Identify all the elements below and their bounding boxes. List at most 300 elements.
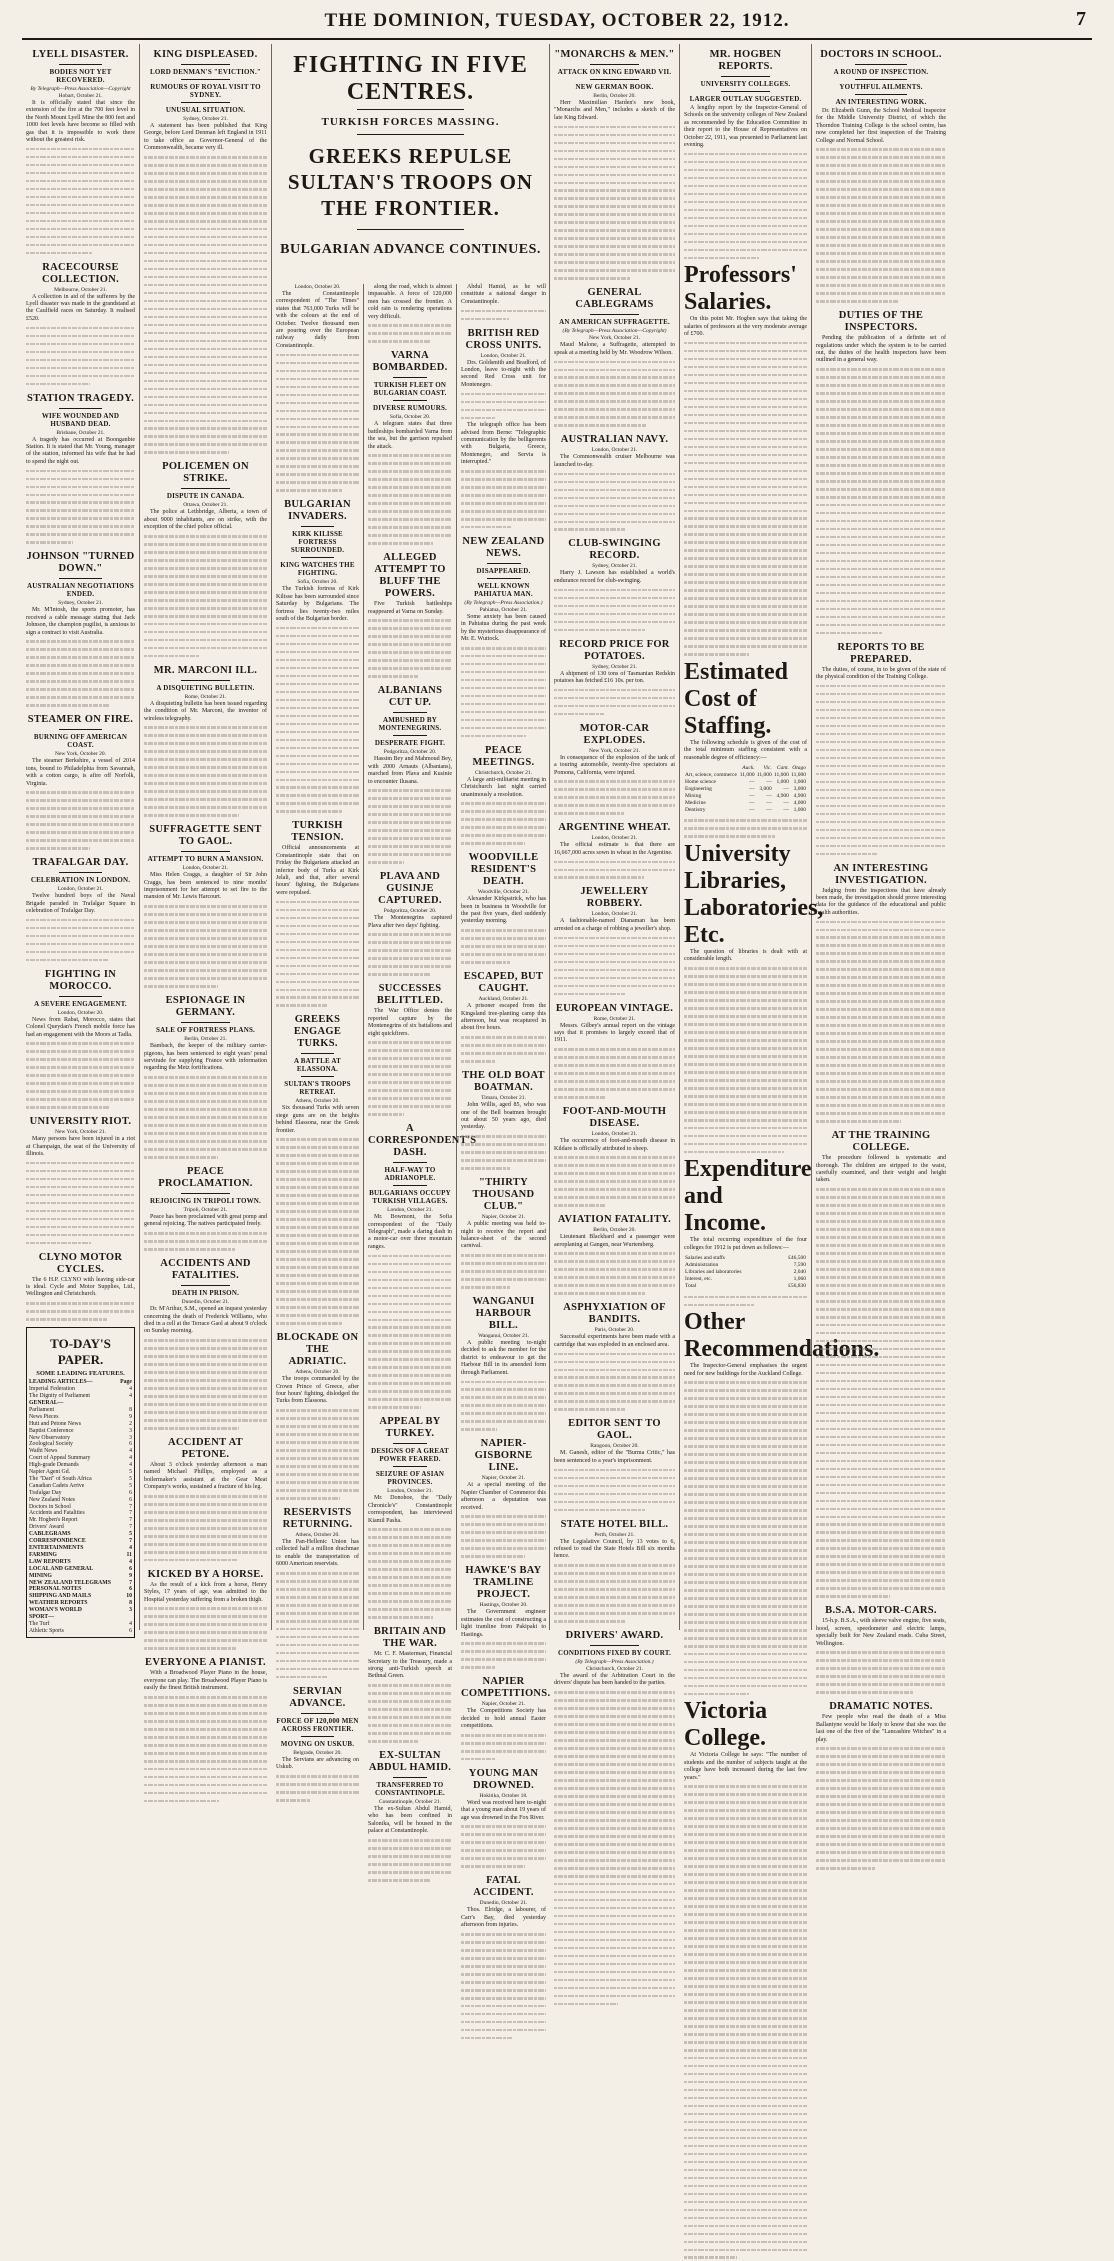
article-headline: PEACE PROCLAMATION. [158,1165,253,1189]
article-text-line [26,654,135,661]
article-text-line [461,2026,546,2033]
article-text-line [816,1785,946,1792]
table-header-cell: Auck. [742,765,755,772]
article-subheading: A SEVERE ENGAGEMENT. [34,999,127,1008]
article-text-line [554,526,625,533]
article-text-line [554,382,675,389]
article [554,287,675,429]
article [684,262,807,658]
article-text-line [816,1321,946,1328]
article-text-line [144,154,267,161]
article-text-line [816,162,946,169]
article-subheading: MOVING ON USKUB. [280,1739,355,1748]
article-text-line [684,443,807,450]
article-text-line [684,1991,807,1998]
article-text-line [684,981,807,988]
article-text-line [26,916,135,923]
article [26,969,135,1111]
article-text-line [368,1837,452,1844]
article-text-line [368,1738,418,1745]
index-label: FARMING [29,1551,57,1558]
article-text-line [816,746,946,753]
article-text-line [554,1833,675,1840]
article-text-line [684,1919,807,1926]
article-text-line [26,845,90,852]
article-text-line [554,227,675,234]
article-headline: RESERVISTS RETURNING. [282,1506,353,1530]
article-text-line [816,470,946,477]
article [461,1875,546,2041]
article-text-line [554,1737,675,1744]
article-text-line [144,1337,267,1344]
article-text-line [554,1880,675,1887]
article-text-line [554,866,675,873]
article-text-line [144,393,267,400]
article-subheading: UNIVERSITY COLLEGES. [700,80,791,88]
article-text-line [554,966,675,973]
article-text-line [816,478,946,485]
article-text-line [144,1493,267,1500]
article-text-line [684,1547,807,1554]
article-text-line [684,627,807,634]
article-text-line [816,1417,946,1424]
article [816,642,946,858]
article-text-line [554,235,675,242]
article-text-line [684,158,807,165]
article-text-line [26,956,108,963]
article-text-line [684,166,807,173]
article-text-line [816,1529,946,1536]
article-text-line [684,198,807,205]
table-cell: 11,000 [756,772,772,779]
article-text-line [684,1045,807,1052]
article-text-line [684,491,807,498]
article-text-line [554,1562,675,1569]
article-text-line [816,770,946,777]
article-text-line [554,610,675,617]
article-text-line [461,1863,525,1870]
article-text-line [816,950,946,957]
article-text-line [554,275,630,282]
article-text-line [816,1314,946,1321]
article-text-line [816,1433,946,1440]
article-subheading: BULGARIANS OCCUPY TURKISH VILLAGES. [369,1189,451,1206]
secondary-headline: TURKISH FORCES MASSING. [321,116,500,128]
article-text-line [368,1861,452,1868]
article-text-line [554,259,675,266]
article-text-line [554,1274,675,1281]
column-2 [140,44,272,1692]
article-text-line [554,802,675,809]
article-text-line [554,398,675,405]
article-text-line [144,804,267,811]
article-text-line [816,1022,946,1029]
article-text-line [684,1443,807,1450]
article-text-line [816,934,946,941]
article-text-line [144,1533,267,1540]
index-label: The Dignity of Parliament [29,1393,91,1400]
index-page: 5 [129,1531,132,1538]
article-text-line [368,1853,452,1860]
article-text-line [684,555,807,562]
article-text-line [816,974,946,981]
article-subheading: ATTACK ON KING EDWARD VII. [557,68,672,76]
index-page: 4 [129,1545,132,1551]
article-text-line [144,1781,267,1788]
article-headline: THE OLD BOAT BOATMAN. [462,1070,545,1094]
article-text-line [554,602,675,609]
divider [59,408,103,409]
index-row [29,1628,132,1635]
index-label: Court of Appeal Summary [29,1455,91,1462]
article-text-line [26,1199,135,1206]
article-text-line [816,690,946,697]
article-text-line [461,2010,546,2017]
article-text-line [816,1274,946,1281]
article-text-line [554,1498,675,1505]
article-text-line [684,246,807,253]
article-text-line [816,722,946,729]
article-headline: KING DISPLEASED. [153,49,258,60]
article-text-line [684,507,807,514]
article-text-line [684,363,807,370]
index-label: The "Dart" of South Africa [29,1475,92,1482]
article-headline: ALLEGED ATTEMPT TO BLUFF THE POWERS. [374,552,446,600]
todays-paper-title: TO-DAY'S PAPER. [50,1336,111,1368]
article-text-line [461,1839,546,1846]
article-text-line [144,589,267,596]
article-text-line [816,786,946,793]
article-text-line [554,1046,675,1053]
article-text-line [684,206,807,213]
article-text: Twelve hundred boys of the Naval Brigade paraded in Trafalgar Square in celebration of Trafalgar Day. [26,893,135,915]
table-row [684,793,807,800]
article-text-line [816,1062,946,1069]
article [816,863,946,1126]
article-text: A disquieting bulletin has been issued regarding the condition of Mr. Marconi, the inventor of wireless telegraphy. [144,700,267,722]
article-subheading: LARGER OUTLAY SUGGESTED. [689,95,802,103]
article-credit: (By Telegraph—Press Association—Copyright) [562,328,667,335]
article-text-line [684,2230,807,2237]
article-dateline: Berlin, October 20. [593,93,636,99]
article-subheading: UNUSUAL SITUATION. [165,106,246,114]
article-text-line [26,932,135,939]
index-row [29,1497,132,1504]
index-page: 6 [129,1565,132,1572]
article-text: Mr. Bowmont, the Sofia correspondent of the "Daily Telegraph", made a daring dash in a motor-car over three mountain ranges. [368,1214,452,1250]
article-text-line [554,1713,675,1720]
article-text-line [684,1507,807,1514]
article-dateline: Rome, October 21. [593,1015,636,1022]
staffing-cost-table [684,765,807,814]
article-text-line [144,1082,267,1089]
article-headline: EUROPEAN VINTAGE. [555,1002,674,1014]
article-text-line [684,2110,807,2117]
article-text-line [684,2023,807,2030]
article-text-line [684,371,807,378]
article-text-line [684,1555,807,1562]
table-cell: £56,830 [788,1283,806,1290]
article-subheading: DEATH IN PRISON. [171,1289,240,1298]
article-text-line [554,858,675,865]
article-text-line [684,817,807,824]
article-text-line [554,686,675,693]
article-text-line [816,1345,946,1352]
article-dateline: London, October 21. [387,1488,433,1495]
column-5-articles [554,49,675,2008]
article-text-line [554,1202,605,1209]
article-text-line [26,1072,135,1079]
article-text-line [816,234,946,241]
article-text-line [816,958,946,965]
index-page: 5 [129,1482,132,1489]
article-text-line [816,605,946,612]
article-text: Peace has been proclaimed with great pomp and general rejoicing. The natives participated freely. [144,1213,267,1228]
article-text-line [684,1379,807,1386]
article-text: Some anxiety has been caused in Pahiatua during the past week by the mysterious disappearance of Mr. E. Wuttock. [461,613,546,643]
article-text-line [816,438,946,445]
article-text-line [684,825,807,832]
article-text-line [816,1086,946,1093]
article-text-line [684,603,807,610]
war-news-section [272,44,550,1630]
article-text-line [144,724,267,731]
article-headline: ASPHYXIATION OF BANDITS. [563,1302,666,1326]
index-page: 7 [129,1538,132,1545]
index-row [29,1538,132,1545]
article-subheading: FORCE OF 120,000 MEN ACROSS FRONTIER. [276,1716,359,1733]
article-text-line [816,714,946,721]
article-text-line [461,1979,546,1986]
table-header-row [684,765,807,772]
article-text-line [144,1758,267,1765]
article-text-line [144,353,267,360]
article-text-line [684,214,807,221]
article-headline: RECORD PRICE FOR POTATOES. [559,638,670,662]
article-text: The Servians are advancing on Uskub. [276,1756,359,1771]
article-text-line [554,1578,675,1585]
index-row [29,1621,132,1628]
index-row [29,1593,132,1600]
article-text-line [816,1849,946,1856]
article-text-line [144,541,267,548]
article-text: Mr. M'Intosh, the sports promoter, has received a cable message stating that Jack Johnson, the champion pugilist, is anxious to sign a contract to visit Australia. [26,607,135,636]
article-text: A lengthy report by the Inspector-General of Schools on the university colleges of New Zealand as recommended by the Education Committee in their report to the House of Representatives on October 22, 1911, was presented to Parliament last evening. [684,105,807,149]
article-dateline: New York, October 21. [588,747,641,754]
table-cell: Interest, etc. [685,1276,713,1283]
article-subheading: HALF-WAY TO ADRIANOPLE. [384,1166,436,1183]
index-label: Napier Agent Gd. [29,1469,71,1476]
article-text-line [554,958,675,965]
article-text-line [144,1556,237,1563]
article-text-line [684,2118,807,2125]
article-text-line [461,1987,546,1994]
article-text-line [816,1489,946,1496]
article-dateline: Sofia, October 20. [297,579,338,586]
article-text-line [684,387,807,394]
article-text-line [684,1807,807,1814]
article-text-line [144,273,267,280]
article-text-line [816,202,946,209]
article-dateline: Sydney, October 21. [58,600,103,607]
article-text-line [144,1393,267,1400]
table-cell: Art, science, commerce [685,772,737,779]
article-text-line [554,406,675,413]
article-text: A public meeting to-night decided to ask the member for the district to endeavour to get the Harbour Bill in its amended form through Parliament. [461,1340,546,1376]
article-text-line [554,1374,675,1381]
table-cell: 7,590 [793,1262,806,1269]
index-page: Page [120,1379,132,1386]
article-text-line [684,182,807,189]
article-text-line [26,1080,135,1087]
article-text-line [144,210,267,217]
index-page: 7 [129,1579,132,1586]
article-text: Herr Maximilian Harden's new book, "Monarchs and Men," includes a sketch of the late King Edward. [554,100,675,121]
divider [721,91,770,92]
index-row [29,1476,132,1483]
article-text-line [816,1841,946,1848]
article-headline: PEACE MEETINGS. [472,744,535,768]
article-text-line [144,951,267,958]
article-headline: MR. HOGBEN REPORTS. [709,49,782,72]
article-text: A shipment of 130 tons of Tasmanian Redskin potatoes has fetched £16 10s. per ton. [554,670,675,685]
article-credit: (By Telegraph—Press Association.) [575,1659,654,1666]
article-text-line [684,1682,807,1689]
article-headline: Professors' Salaries. [684,262,797,316]
article-text-line [554,586,675,593]
article-text-line [684,1293,807,1300]
article-text-line [144,1702,267,1709]
article-text-line [144,178,267,185]
article-text: The police at Lethbridge, Alberta, a town of about 9000 inhabitants, are on strike, with the exception of the chief police official. [144,509,267,531]
article-text-line [26,1040,135,1047]
article-text-line [684,2190,807,2197]
article-text: The Turkish fortress of Kirk Kilisse has been surrounded since Saturday by Bulgarians. The fortress lies twenty-two miles south of the Bulgarian border. [276,586,359,622]
article-headline: FOOT-AND-MOUTH DISEASE. [562,1106,667,1130]
article-dateline: Timaru, October 21. [481,1095,526,1102]
article-text: Judging from the inspections that have already been made, the investigation should prove interesting data for the guidance of the educational and public health authorities. [816,887,946,916]
article-text-line [554,374,675,381]
article-text-line [684,1943,807,1950]
article-text-line [26,1167,135,1174]
article-text-line [816,1769,946,1776]
article-text: The Government engineer estimates the cost of constructing a light tramline from Pakipaki to Hastings. [461,1609,546,1638]
table-cell: 11,000 [791,772,806,779]
article-text-line [684,190,807,197]
article-headline: EVERYONE A PIANIST. [145,1657,266,1669]
article-text: In consequence of the explosion of the tank of a touring automobile, twenty-five spectators at Pomona, California, were injured. [554,754,675,776]
article-headline: HAWKE'S BAY TRAMLINE PROJECT. [465,1565,542,1601]
article-text-line [144,1541,267,1548]
article-text-line [144,1098,267,1105]
article-subheading: TURKISH FLEET ON BULGARIAN COAST. [373,381,447,398]
article-dateline: London, October 21. [182,865,229,872]
article-dateline: London, October 21. [387,1207,433,1214]
article-text-line [816,597,946,604]
article-text-line [26,1223,135,1230]
index-row [29,1524,132,1531]
article [554,434,675,533]
article-text-line [144,967,267,974]
article-text: Word was received here to-night that a young man about 19 years of age was drowned in the Fox River. [461,1799,546,1821]
table-cell: 1,000 [793,779,806,786]
article-text-line [26,1175,135,1182]
article-text-line [554,1761,675,1768]
article-text-line [684,1005,807,1012]
article-text-line [144,1549,267,1556]
article-dateline: Constantinople, October 21. [378,1799,442,1806]
article-text-line [554,1809,675,1816]
article-text-line [461,1955,546,1962]
article-text-line [684,1395,807,1402]
article-text: The question of libraries is dealt with at considerable length. [684,948,807,963]
article-text-line [144,1517,267,1524]
article-text-line [144,1246,235,1253]
index-label: Athletic Sports [29,1627,64,1634]
column-6 [680,44,880,1781]
index-row [29,1379,132,1386]
table-row [684,800,807,807]
article-text-line [816,762,946,769]
index-page: 5 [129,1469,132,1476]
index-label: WEATHER REPORTS [29,1600,88,1607]
table-cell: 1,060 [793,1276,806,1283]
article-text-line [816,1401,946,1408]
article-text-line [144,1718,267,1725]
index-row [29,1559,132,1566]
article-dateline: Ottawa, October 21. [183,502,228,509]
article-text-line [554,786,675,793]
article-text-line [144,1345,267,1352]
article-text-line [684,1132,807,1139]
article-text-line [816,1361,946,1368]
article-text-line [816,966,946,973]
article-text-line [684,2142,807,2149]
article-subheading: SEIZURE OF ASIAN PROVINCES. [375,1470,445,1487]
divider [357,134,465,135]
article-text-line [26,523,135,530]
article-text-line [26,1191,135,1198]
article-text-line [26,193,135,200]
article-text: 15-h.p. B.S.A., with sleeve valve engine, five seats, hood, screen, speedometer and electric lamps, specially built for New Zealand roads. Cuba Street, Wellington. [816,1618,946,1647]
article-text-line [684,1783,807,1790]
article-subheading: DISAPPEARED. [476,566,531,575]
article-text-line [554,1769,675,1776]
article-text-line [684,1666,807,1673]
article-text-line [26,1159,135,1166]
article-text-line [816,998,946,1005]
article-text-line [461,1855,546,1862]
article-text-line [816,1585,946,1592]
table-row [684,772,807,779]
article [816,1130,946,1600]
index-label: Mr. Hogben's Report [29,1517,78,1524]
article [26,551,135,709]
article-headline: DOCTORS IN SCHOOL. [820,49,942,60]
index-label: Hutt and Petone News [29,1420,82,1427]
article-text-line [684,499,807,506]
article-text-line [554,1482,675,1489]
article-text-line [144,1238,267,1245]
index-label: Doctors in School [29,1503,71,1510]
article-subheading: SALE OF FORTRESS PLANS. [155,1026,255,1035]
article-text-line [26,646,135,653]
column-2-articles [144,49,267,1805]
article-text-line [684,1983,807,1990]
article-text-line [816,549,946,556]
article-dateline: Pahiatua, October 21. [479,606,528,613]
article-text-line [684,1951,807,1958]
